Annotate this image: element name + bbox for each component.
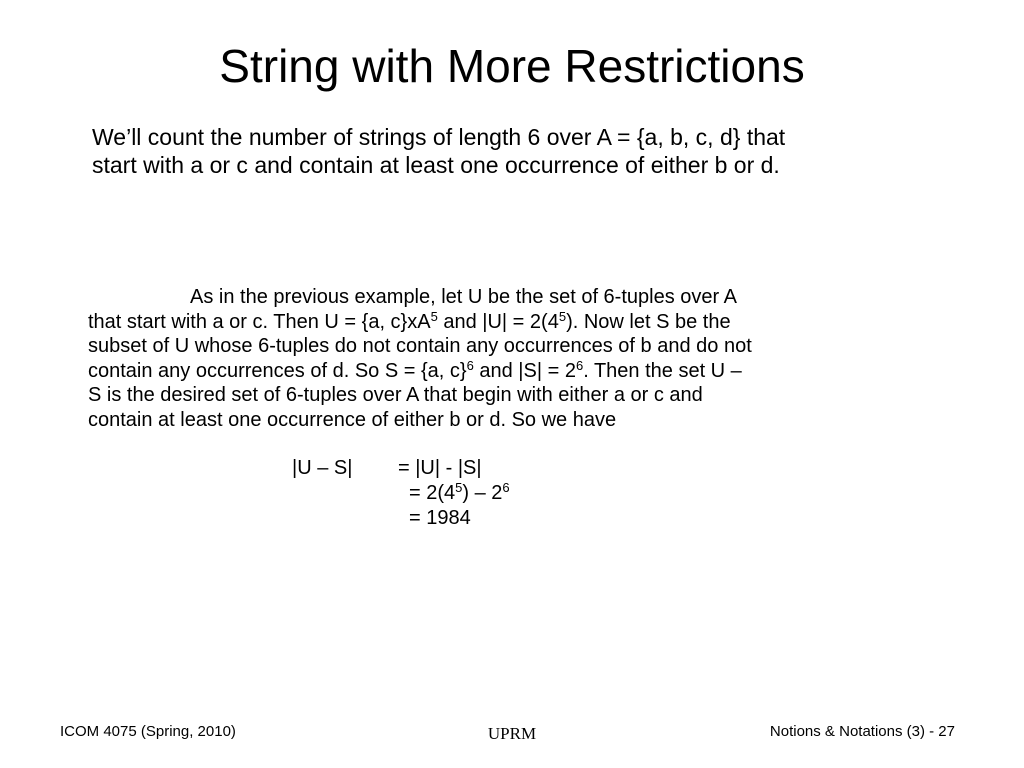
exponent: 6 [575,357,584,373]
footer-course: ICOM 4075 (Spring, 2010) [60,723,236,740]
explanation-line: S is the desired set of 6-tuples over A that begin with either a or c and [88,384,703,406]
footer-institution: UPRM [487,724,537,743]
exponent: 5 [455,480,463,495]
calc-lhs: |U – S| [292,457,353,479]
text-run: = 2(4 [409,482,456,504]
explanation-line [88,359,968,384]
exponent: 5 [558,308,567,324]
exponent: 5 [430,308,438,324]
text-run: ). Now let S be the [566,310,731,333]
intro-paragraph [92,123,972,179]
text-run: and |S| = 2 [473,359,576,382]
intro-line: We’ll count the number of strings of length 6 over A = {a, b, c, d} that [92,124,786,150]
text-run: . Then the set U – [583,359,742,382]
intro-line: start with a or c and contain at least one occurrence of either b or d. [92,152,780,178]
explanation-line [88,310,968,335]
explanation-line: subset of U whose 6-tuples do not contain any occurrences of b and do not [88,335,752,357]
exponent: 6 [466,357,474,373]
explanation-paragraph [88,285,968,432]
footer-page-label: Notions & Notations (3) - 27 [769,723,955,740]
calc-step-2 [409,481,510,506]
text-run: ) – 2 [462,482,503,504]
text-run: and |U| = 2(4 [437,310,559,333]
text-run: contain any occurrences of d. So S = {a, c} [88,359,467,382]
explanation-line: As in the previous example, let U be the set of 6-tuples over A [190,286,737,308]
exponent: 6 [502,480,510,495]
slide-title: String with More Restrictions [219,40,805,92]
calc-step-1: = |U| - |S| [398,457,482,479]
calculation-block [0,456,1024,536]
explanation-line: contain at least one occurrence of either b or d. So we have [88,408,617,431]
text-run: that start with a or c. Then U = {a, c}xA [88,310,431,333]
calc-result: = 1984 [409,507,471,529]
